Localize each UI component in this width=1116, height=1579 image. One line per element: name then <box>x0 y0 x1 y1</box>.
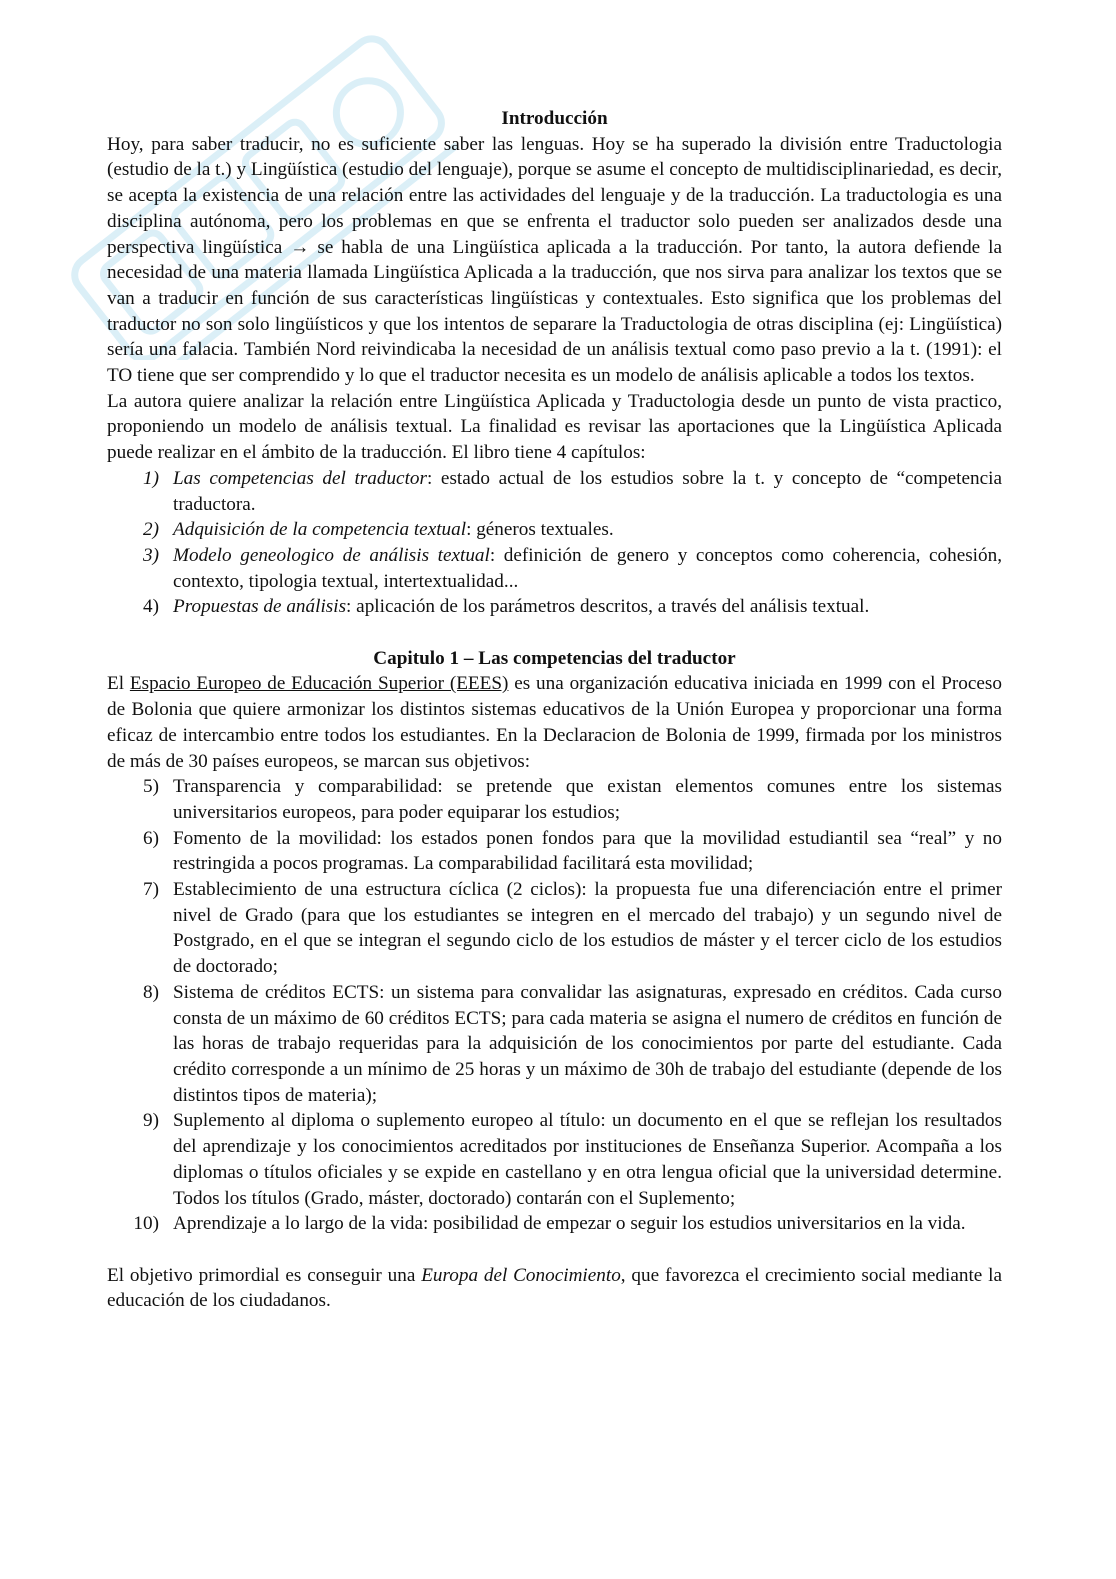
intro-rest: es una organización educativa iniciada en 1999 con el Proceso de Bolonia que quiere armonizar los distintos sistemas educativos de la Unión Europea y proporcionar una forma eficaz de intercambio entre todos los estudiantes. En la Declaracion de Bolonia de 1999, firmada por los ministros de más de 30 países europeos, se marcan sus objetivos: <box>107 673 1002 772</box>
closing-italic: Europa del Conocimiento <box>421 1264 621 1286</box>
intro-paragraph-1: Hoy, para saber traducir, no es suficiente saber las lenguas. Hoy se ha superado la división entre Traductologia (estudio de la t.) y Lingüística (estudio del lenguaje), porque se asume el concepto de multidisciplinariedad, es decir, se acepta la existencia de una relación entre las actividades del lenguaje y de la traducción. La traductologia es una disciplina autónoma, pero los problemas en que se enfrenta el traductor solo pueden ser analizados desde una perspectiva lingüística → se habla de una Lingüística aplicada a la traducción. Por tanto, la autora defiende la necesidad de una materia llamada Lingüística Aplicada a la traducción, que nos sirva para analizar los textos que se van a traducir en función de sus características lingüísticas y contextuales. Esto significa que los problemas del traductor no son solo lingüísticos y que los intentos de separare la Traductologia de otras disciplina (ej: Lingüística) sería una falacia. También Nord reivindicaba la necesidad de un análisis textual como paso previo a la t. (1991): el TO tiene que ser comprendido y lo que el traductor necesita es un modelo de análisis aplicable a todos los textos. <box>107 133 1002 387</box>
section-title-capitulo-1: Capitulo 1 – Las competencias del traductor <box>373 647 736 669</box>
section-title-introduccion: Introducción <box>501 108 608 129</box>
list-number: 5) <box>143 776 159 798</box>
list-number: 4) <box>143 596 159 618</box>
chapter-list <box>107 466 1002 620</box>
list-item-text: : aplicación de los parámetros descritos, a través del análisis textual. <box>346 596 870 618</box>
intro-paragraph-2: La autora quiere analizar la relación entre Lingüística Aplicada y Traductologia desde un punto de vista practico, proponiendo un modelo de análisis textual. La finalidad es revisar las aportaciones que la Lingüística Aplicada puede realizar en el ámbito de la traducción. El libro tiene 4 capítulos: <box>107 390 1002 464</box>
list-number: 1) <box>143 467 159 489</box>
list-number: 9) <box>143 1110 159 1132</box>
closing-rest: , que favorezca el crecimiento social mediante la educación de los ciudadanos. <box>107 1264 1002 1312</box>
list-number: 2) <box>143 519 159 541</box>
list-number: 10) <box>133 1213 159 1235</box>
list-item-text: Suplemento al diploma o suplemento europeo al título: un documento en el que se reflejan los resultados del aprendizaje y los conocimientos acreditados por instituciones de Enseñanza Superior. Acompaña a los diplomas o títulos oficiales y se expide en castellano y en otra lengua oficial que la universidad determine. Todos los títulos (Grado, máster, doctorado) contarán con el Suplemento; <box>173 1110 1002 1209</box>
objectives-list <box>107 774 1002 1237</box>
list-item-text: : estado actual de los estudios sobre la t. y concepto de “competencia traductora. <box>173 467 1002 515</box>
eees-link[interactable]: Espacio Europeo de Educación Superior (EEES) <box>129 673 509 695</box>
list-item <box>107 517 1002 543</box>
list-item-text: Fomento de la movilidad: los estados ponen fondos para que la movilidad estudiantil sea “real” y no restringida a pocos programas. La comparabilidad facilitará esta movilidad; <box>173 827 1002 875</box>
list-item-title: Modelo geneologico de análisis textual <box>173 544 490 566</box>
list-item-text: Transparencia y comparabilidad: se pretende que existan elementos comunes entre los sistemas universitarios europeos, para poder equiparar los estudios; <box>173 776 1002 823</box>
list-item <box>107 543 1002 594</box>
document-page <box>107 106 1002 1314</box>
list-item <box>107 594 1002 620</box>
list-item-text: : géneros textuales. <box>466 519 614 541</box>
closing-prefix: El objetivo primordial es conseguir una <box>107 1264 422 1286</box>
list-item <box>107 1108 1002 1211</box>
list-item <box>107 877 1002 980</box>
list-item-text: Sistema de créditos ECTS: un sistema para convalidar las asignaturas, expresado en créditos. Cada curso consta de un máximo de 60 créditos ECTS; para cada materia se asigna el numero de créditos en función de las horas de trabajo requeridas para la adquisición de los conocimientos por parte del estudiante. Cada crédito corresponde a un mínimo de 25 horas y un máximo de 30h de trabajo del estudiante (depende de los distintos tipos de materia); <box>173 981 1002 1106</box>
chapter1-intro-paragraph <box>107 671 1002 774</box>
list-item-text: : definición de genero y conceptos como coherencia, cohesión, contexto, tipologia textual, intertextualidad... <box>173 544 1002 592</box>
list-number: 8) <box>143 981 159 1003</box>
list-item-title: Propuestas de análisis <box>173 596 347 618</box>
list-item <box>107 1211 1002 1237</box>
list-item-text: Aprendizaje a lo largo de la vida: posibilidad de empezar o seguir los estudios universitarios en la vida. <box>173 1213 966 1235</box>
intro-prefix: El <box>107 673 130 695</box>
closing-paragraph <box>107 1263 1002 1314</box>
list-item-title: Las competencias del traductor <box>173 467 427 489</box>
list-item <box>107 466 1002 517</box>
list-number: 6) <box>143 827 159 849</box>
list-item <box>107 774 1002 825</box>
list-number: 3) <box>143 544 159 566</box>
list-number: 7) <box>143 879 159 901</box>
list-item-text: Establecimiento de una estructura cíclica (2 ciclos): la propuesta fue una diferenciación entre el primer nivel de Grado (para que los estudiantes se integren en el mercado del trabajo) y un segundo nivel de Postgrado, en el que se integran el segundo ciclo de los estudios de máster y el tercer ciclo de los estudios de doctorado; <box>173 879 1002 978</box>
list-item <box>107 980 1002 1109</box>
list-item-title: Adquisición de la competencia textual <box>173 519 467 541</box>
list-item <box>107 826 1002 877</box>
